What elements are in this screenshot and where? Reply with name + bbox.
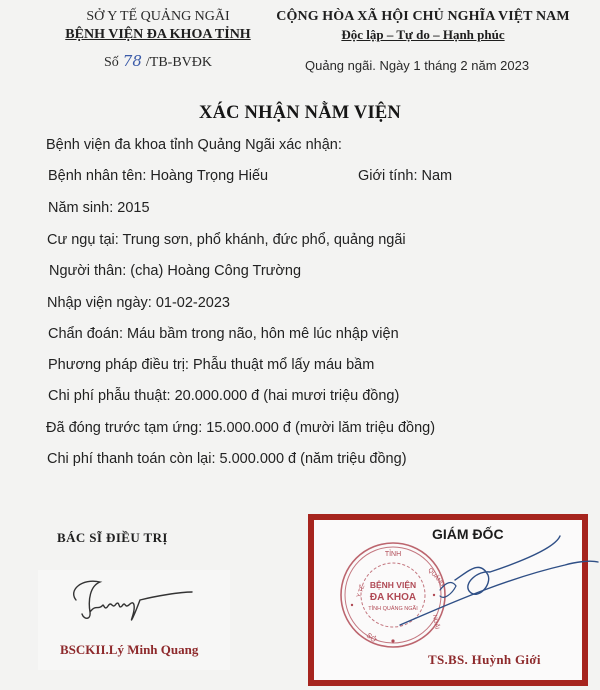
svg-text:TỈNH QUẢNG NGÃI: TỈNH QUẢNG NGÃI xyxy=(368,606,418,612)
admission-date: Nhập viện ngày: 01-02-2023 xyxy=(47,295,230,311)
relative: Người thân: (cha) Hoàng Công Trường xyxy=(49,263,302,279)
header-left xyxy=(28,8,288,74)
diagnosis: Chẩn đoán: Máu bầm trong não, hôn mê lúc nhập viện xyxy=(48,326,399,342)
svg-text:NGÃI: NGÃI xyxy=(431,614,440,630)
doctor-signature-icon xyxy=(60,570,210,640)
nation-title: CỘNG HÒA XÃ HỘI CHỦ NGHĨA VIỆT NAM xyxy=(276,9,570,24)
remaining-cost: Chi phí thanh toán còn lại: 5.000.000 đ (năm triệu đồng) xyxy=(47,451,407,467)
national-motto: Độc lập – Tự do – Hạnh phúc xyxy=(341,27,505,42)
hospital-name: BỆNH VIỆN ĐA KHOA TỈNH xyxy=(65,27,251,42)
advance-paid: Đã đóng trước tạm ứng: 15.000.000 đ (mười lăm triệu đồng) xyxy=(46,420,436,436)
doc-number-suffix: /TB-BVĐK xyxy=(145,55,212,70)
treatment: Phương pháp điều trị: Phẫu thuật mổ lấy máu bầm xyxy=(48,357,375,373)
doctor-name: BSCKII.Lý Minh Quang xyxy=(60,642,199,657)
svg-text:TỈNH: TỈNH xyxy=(384,551,402,558)
header-right xyxy=(258,8,588,44)
director-name: TS.BS. Huỳnh Giới xyxy=(428,652,541,667)
svg-text:Y TẾ: Y TẾ xyxy=(356,584,367,599)
document-date: Quảng ngãi. Ngày 1 tháng 2 năm 2023 xyxy=(305,58,530,73)
patient-name: Bệnh nhân tên: Hoàng Trọng Hiếu xyxy=(48,168,269,184)
doc-number-prefix: Số xyxy=(103,55,119,70)
surgery-cost: Chi phí phẫu thuật: 20.000.000 đ (hai mươi triệu đồng) xyxy=(48,388,400,404)
hospital-stamp-icon xyxy=(338,540,448,650)
svg-text:ĐA KHOA: ĐA KHOA xyxy=(369,592,417,603)
doc-number-handwritten: 78 xyxy=(122,52,142,70)
doctor-title: BÁC SĨ ĐIỀU TRỊ xyxy=(57,530,168,545)
address: Cư ngụ tại: Trung sơn, phổ khánh, đức phổ, quảng ngãi xyxy=(47,232,406,248)
patient-gender: Giới tính: Nam xyxy=(358,168,453,184)
birth-year: Năm sinh: 2015 xyxy=(48,200,150,216)
intro-line: Bệnh viện đa khoa tỉnh Quảng Ngãi xác nhận: xyxy=(46,137,342,153)
svg-text:BỆNH VIỆN: BỆNH VIỆN xyxy=(369,580,417,590)
svg-text:QUẢNG: QUẢNG xyxy=(426,567,446,589)
document-title: XÁC NHẬN NẰM VIỆN xyxy=(199,103,401,123)
department-name: SỞ Y TẾ QUẢNG NGÃI xyxy=(86,9,230,24)
director-title: GIÁM ĐỐC xyxy=(432,526,504,542)
svg-text:SỞ: SỞ xyxy=(364,632,378,645)
document-number xyxy=(28,50,288,74)
